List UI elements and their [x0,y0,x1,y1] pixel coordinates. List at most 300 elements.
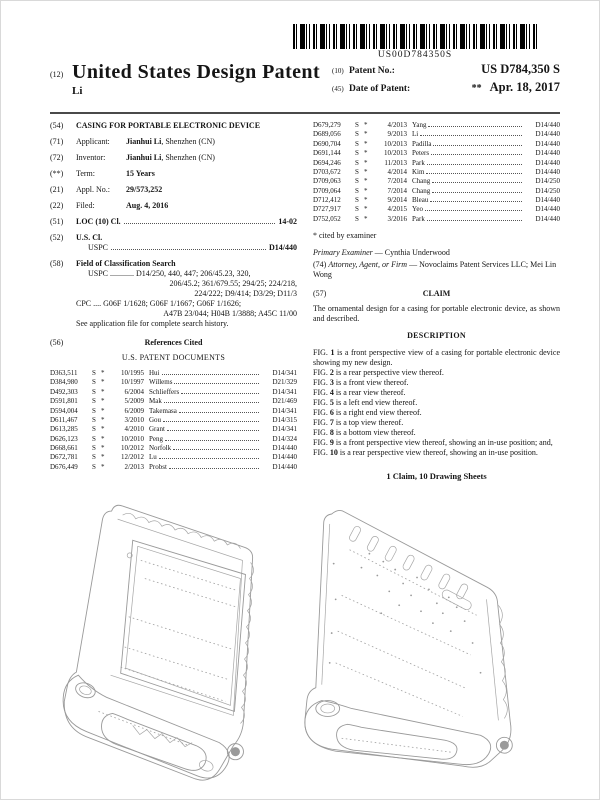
dotted-leader [420,135,522,136]
ref-kind: S [355,196,359,204]
ref-number: D384,980 [50,378,78,387]
dotted-leader [159,458,259,459]
ref-date: 11/2013 [384,158,407,167]
figure-description-line [313,428,560,438]
ref-star: * [364,121,368,129]
ref-name: Peters [412,149,430,158]
fig-prefix: FIG. [313,448,328,458]
ref-class: D14/315 [272,415,297,424]
attorney-name: — Novoclaims Patent Services LLC; Mei Lin Wong [313,260,557,280]
ref-class: D14/440 [535,205,560,214]
ref-star: * [101,462,105,471]
ref-name: Bleau [412,196,429,204]
ref-name: Li [412,130,419,139]
reference-row [50,397,297,406]
fig-prefix: FIG. [313,428,328,438]
term-value: 15 Years [126,169,155,178]
ref-class: D14/440 [535,167,560,176]
us-patent-documents-heading: U.S. PATENT DOCUMENTS [121,353,226,362]
ref-class: D14/250 [535,177,560,186]
ref-class: D14/341 [272,425,297,434]
ref-kind: S [92,425,96,434]
dotted-leader [162,374,260,375]
fig-prefix: FIG. [313,388,328,398]
section-71-applicant [50,137,297,147]
figure-description-line [313,408,560,418]
section-code: (57) [313,289,327,299]
ref-date: 7/2014 [387,177,407,186]
ref-class: D14/341 [272,406,297,415]
ref-name: Grant [149,425,165,434]
header-rule [50,112,560,114]
ref-star: * [101,378,105,387]
ref-star: * [364,214,368,223]
ref-name: Mak [149,397,162,406]
ref-name: Chang [412,186,431,195]
ref-star: * [101,434,105,443]
section-56-references [50,338,297,348]
ref-date: 12/2012 [121,453,144,462]
ref-kind: S [355,167,359,176]
ref-date: 3/2010 [124,415,144,424]
section-58-field-of-search [50,259,297,329]
reference-row [50,453,297,462]
primary-examiner-name: — Cynthia Underwood [372,248,450,258]
document-title: United States Design Patent [72,61,321,83]
ref-class: D14/440 [272,444,297,452]
section-57-claim [313,289,560,299]
cpc-search-line: CPC .... G06F 1/1628; G06F 1/1667; G06F 1/1626; [76,299,242,308]
fig-prefix: FIG. [313,418,328,428]
ref-class: D14/440 [535,196,560,204]
reference-row [50,444,297,453]
dotted-leader [174,383,259,384]
dotted-leader [425,210,522,211]
dotted-leader [433,145,522,146]
ref-name: Willems [149,378,173,387]
ref-number: D672,781 [50,453,78,462]
ref-star: * [364,205,368,214]
ref-kind: S [92,369,96,377]
ref-class: D14/324 [272,434,297,443]
ref-name: Lu [149,453,157,462]
dotted-leader [164,402,259,403]
ref-star: * [364,158,368,167]
fig-number: 3 [329,378,334,388]
ref-kind: S [92,444,96,452]
ref-kind: S [92,387,96,396]
section-code: (51) [50,217,64,226]
ref-kind: S [92,453,96,462]
section-code: (21) [50,185,64,194]
ref-number: D689,056 [313,130,341,139]
search-history-note: See application file for complete search history. [76,319,229,328]
ref-number: D676,449 [50,462,78,471]
ref-name: Peng [149,434,163,443]
ref-kind: S [92,378,96,387]
dotted-leader [181,393,259,394]
dotted-leader [432,192,522,193]
section-52-us-cl [50,233,297,253]
ref-star: * [101,425,105,434]
dotted-leader [427,220,522,221]
dotted-leader [430,201,522,202]
fig-number: 7 [329,418,334,428]
ref-number: D591,801 [50,397,78,406]
ref-kind: S [92,397,96,406]
ref-kind: S [92,415,96,424]
ref-name: Chang [412,177,431,186]
dotted-leader [431,154,522,155]
ref-date: 2/2013 [124,462,144,471]
fig-prefix: FIG. [313,378,328,388]
ref-class: D14/440 [535,139,560,148]
ref-kind: S [355,130,359,139]
appl-no-value: 29/573,252 [126,185,163,194]
attorney-label: Attorney, Agent, or Firm [328,260,408,270]
appl-no-label: Appl. No.: [76,185,110,194]
fig-number: 8 [329,428,334,438]
cited-by-examiner-note: * cited by examiner [313,231,377,241]
ref-star: * [364,149,368,158]
ref-name: Gou [149,415,162,424]
section-code: (56) [50,338,64,347]
inventor-name: Jianhui Li [126,153,162,162]
ref-name: Probst [149,462,167,471]
fig-text: is a front perspective view thereof, showing an in-use position; and, [335,438,553,448]
ref-class: D14/440 [535,158,560,167]
inventor-label: Inventor: [76,153,106,162]
description-heading: DESCRIPTION [407,331,466,341]
fig-text: is a bottom view thereof. [335,428,416,438]
figure-description-line [313,438,560,448]
term-label: Term: [76,169,95,178]
ref-date: 5/2009 [124,397,144,406]
ref-kind: S [355,214,359,223]
ref-star: * [101,397,105,406]
ref-name: Kim [412,167,425,176]
ref-date: 9/2013 [387,130,407,139]
ref-number: D752,052 [313,214,341,223]
ref-date: 4/2014 [387,167,407,176]
term-stars: ** [471,83,482,94]
ref-date: 4/2015 [387,205,407,214]
fig-number: 1 [330,348,335,358]
uspc-label: USPC [88,243,109,252]
rear-perspective-drawing [292,504,550,782]
ref-class: D14/440 [535,130,560,139]
reference-row [313,159,560,168]
fig-prefix: FIG. [313,348,328,358]
section-code: (22) [50,201,64,210]
patent-date: Apr. 18, 2017 [489,80,560,94]
cpc-search-line: A47B 23/044; H04B 1/3888; A45C 11/00 [163,309,297,318]
claim-heading: CLAIM [422,289,451,299]
ref-name: Norfolk [149,444,172,452]
ref-date: 10/2010 [121,434,144,443]
figure-description-line [313,398,560,408]
ref-kind: S [355,139,359,148]
reference-row [313,121,560,130]
ref-number: D703,672 [313,167,341,176]
right-column [313,121,560,482]
date-code: (45) [332,85,344,93]
ref-class: D14/440 [272,462,297,471]
dotted-leader [165,440,259,441]
references-table-left [50,369,297,472]
section-term [50,169,297,179]
dotted-leader [167,430,259,431]
section-code: (58) [50,259,64,268]
reference-row [50,463,297,472]
fig-number: 4 [329,388,334,398]
fig-prefix: FIG. [313,438,328,448]
inventor-surname: Li [72,85,83,97]
claim-text: The ornamental design for a casing for portable electronic device, as shown and described. [313,304,560,324]
reference-row [313,177,560,186]
ref-number: D668,661 [50,444,78,452]
fig-text: is a top view thereof. [335,418,404,428]
reference-row [313,149,560,158]
reference-row [313,205,560,214]
primary-examiner-label: Primary Examiner [313,248,373,258]
header-right [332,62,560,98]
ref-name: Yeo [412,205,423,214]
ref-name: Park [412,158,425,167]
attorney-code: (74) [313,260,327,270]
fig-text: is a rear view thereof. [335,388,406,398]
primary-examiner-line [313,248,560,258]
fig-number: 9 [329,438,334,448]
fig-prefix: FIG. [313,368,328,378]
ref-star: * [364,139,368,148]
figure-description-line [313,448,560,458]
ref-name: Padilla [412,139,432,148]
ref-class: D14/440 [535,149,560,158]
ref-kind: S [355,205,359,214]
reference-row [313,130,560,139]
ref-date: 10/1995 [121,369,144,377]
ref-number: D694,246 [313,158,341,167]
figure-description-line [313,388,560,398]
uspc-search-line: 206/45.2; 361/679.55; 294/25; 224/218, [169,279,297,288]
fig-text: is a front perspective view of a casing for portable electronic device showing my new design. [313,348,561,368]
claims-sheets-note: 1 Claim, 10 Drawing Sheets [386,471,487,482]
section-code: (52) [50,233,64,242]
ref-number: D594,004 [50,406,78,415]
ref-date: 4/2013 [387,121,407,129]
ref-star: * [364,130,368,139]
fig-prefix: FIG. [313,398,328,408]
reference-row [50,407,297,416]
ref-number: D363,511 [50,369,78,377]
figure-descriptions [313,348,560,458]
kind-code: (12) [50,70,64,79]
applicant-label: Applicant: [76,137,110,146]
ref-class: D21/469 [272,397,297,406]
reference-row [313,140,560,149]
section-22-filed [50,201,297,211]
ref-number: D709,064 [313,186,341,195]
dotted-leader [426,173,522,174]
ref-number: D691,144 [313,149,341,158]
ref-star: * [101,406,105,415]
field-search-label: Field of Classification Search [76,259,176,268]
ref-kind: S [92,406,96,415]
ref-kind: S [355,121,359,129]
dotted-leader [432,182,522,183]
fig-text: is a rear perspective view thereof. [335,368,444,378]
ref-number: D492,303 [50,387,78,396]
reference-row [50,416,297,425]
ref-number: D712,412 [313,196,341,204]
ref-kind: S [355,149,359,158]
dotted-leader [428,126,522,127]
ref-kind: S [92,462,96,471]
invention-title: CASING FOR PORTABLE ELECTRONIC DEVICE [76,121,261,130]
fig-text: is a rear perspective view thereof, showing an in-use position. [339,448,538,458]
ref-class: D21/329 [272,378,297,387]
ref-date: 10/2013 [384,149,407,158]
uspc-search-line: 224/222; D9/414; D3/29; D11/3 [194,289,297,298]
section-code: (72) [50,153,64,162]
ref-class: D14/440 [272,453,297,462]
dotted-leader [173,449,259,450]
ref-number: D709,063 [313,177,341,186]
ref-name: Park [412,214,425,223]
ref-date: 9/2014 [387,196,407,204]
ref-star: * [364,196,368,204]
applicant-name: Jianhui Li [126,137,162,146]
ref-date: 10/2012 [121,444,144,452]
ref-class: D14/250 [535,186,560,195]
ref-class: D14/440 [535,121,560,129]
references-cited-heading: References Cited [144,338,203,347]
dotted-leader [163,421,259,422]
patent-no-label: Patent No.: [349,66,395,76]
dotted-leader [427,164,522,165]
fig-number: 10 [329,448,338,458]
fig-text: is a front view thereof. [335,378,409,388]
figure-description-line [313,368,560,378]
figure-description-line [313,418,560,428]
header-left [50,62,332,98]
ref-number: D626,123 [50,434,78,443]
patent-number: US D784,350 S [481,62,560,76]
ref-number: D690,704 [313,139,341,148]
filed-value: Aug. 4, 2016 [126,201,169,210]
loc-label: LOC (10) Cl. [76,217,121,226]
front-perspective-drawing [48,498,300,800]
ref-date: 10/1997 [121,378,144,387]
fig-prefix: FIG. [313,408,328,418]
dotted-leader [111,249,266,250]
ref-number: D611,467 [50,415,78,424]
ref-number: D727,917 [313,205,341,214]
ref-star: * [101,415,105,424]
ref-class: D14/440 [535,214,560,223]
section-code: (**) [50,169,64,178]
ref-name: Yang [412,121,427,129]
ref-name: Hui [149,369,160,377]
uspc-value: D14/440 [269,243,297,252]
ref-kind: S [355,186,359,195]
uspc-search-line: USPC ............ D14/250, 440, 447; 206/45.23, 320, [88,269,251,278]
ref-kind: S [355,177,359,186]
reference-row [50,378,297,387]
ref-date: 4/2010 [124,425,144,434]
section-51-loc [50,217,297,227]
ref-date: 7/2014 [387,186,407,195]
patent-no-code: (10) [332,67,344,75]
ref-star: * [364,186,368,195]
fig-text: is a right end view thereof. [335,408,422,418]
ref-date: 6/2009 [124,406,144,415]
section-code: (54) [50,121,64,130]
reference-row [313,168,560,177]
loc-value: 14-02 [278,217,297,226]
ref-star: * [101,453,105,462]
patent-date-row [332,80,560,95]
dotted-leader [124,223,276,224]
dotted-leader [169,468,259,469]
reference-row [50,388,297,397]
reference-row [50,369,297,378]
ref-name: Schlieffers [149,387,180,396]
ref-name: Takemasa [149,406,177,415]
ref-kind: S [92,434,96,443]
us-cl-label: U.S. Cl. [76,233,103,242]
dotted-leader [179,412,259,413]
barcode [293,24,537,49]
ref-class: D14/341 [272,387,297,396]
ref-class: D14/341 [272,369,297,377]
figure-description-line [313,378,560,388]
applicant-location: , Shenzhen (CN) [161,137,215,146]
reference-row [313,187,560,196]
left-column [50,121,297,482]
fig-number: 5 [329,398,334,408]
date-label: Date of Patent: [349,84,411,94]
fig-text: is a left end view thereof. [335,398,418,408]
inventor-location: , Shenzhen (CN) [161,153,215,162]
ref-number: D613,285 [50,425,78,434]
fig-number: 6 [329,408,334,418]
ref-star: * [101,387,105,396]
fig-number: 2 [329,368,334,378]
barcode-text: US00D784350S [377,50,453,60]
ref-star: * [101,444,105,452]
ref-number: D679,279 [313,121,341,129]
reference-row [313,215,560,224]
ref-star: * [364,177,368,186]
ref-star: * [364,167,368,176]
section-54-title [50,121,297,131]
reference-row [50,425,297,434]
document-body [50,121,560,482]
section-code: (71) [50,137,64,146]
patent-number-row [332,62,560,77]
ref-date: 3/2016 [387,214,407,223]
ref-date: 10/2013 [384,139,407,148]
ref-kind: S [355,158,359,167]
filed-label: Filed: [76,201,95,210]
references-table-right [313,121,560,224]
ref-star: * [101,369,105,377]
section-21-appl-no [50,185,297,195]
ref-date: 6/2004 [124,387,144,396]
attorney-line [313,260,560,280]
